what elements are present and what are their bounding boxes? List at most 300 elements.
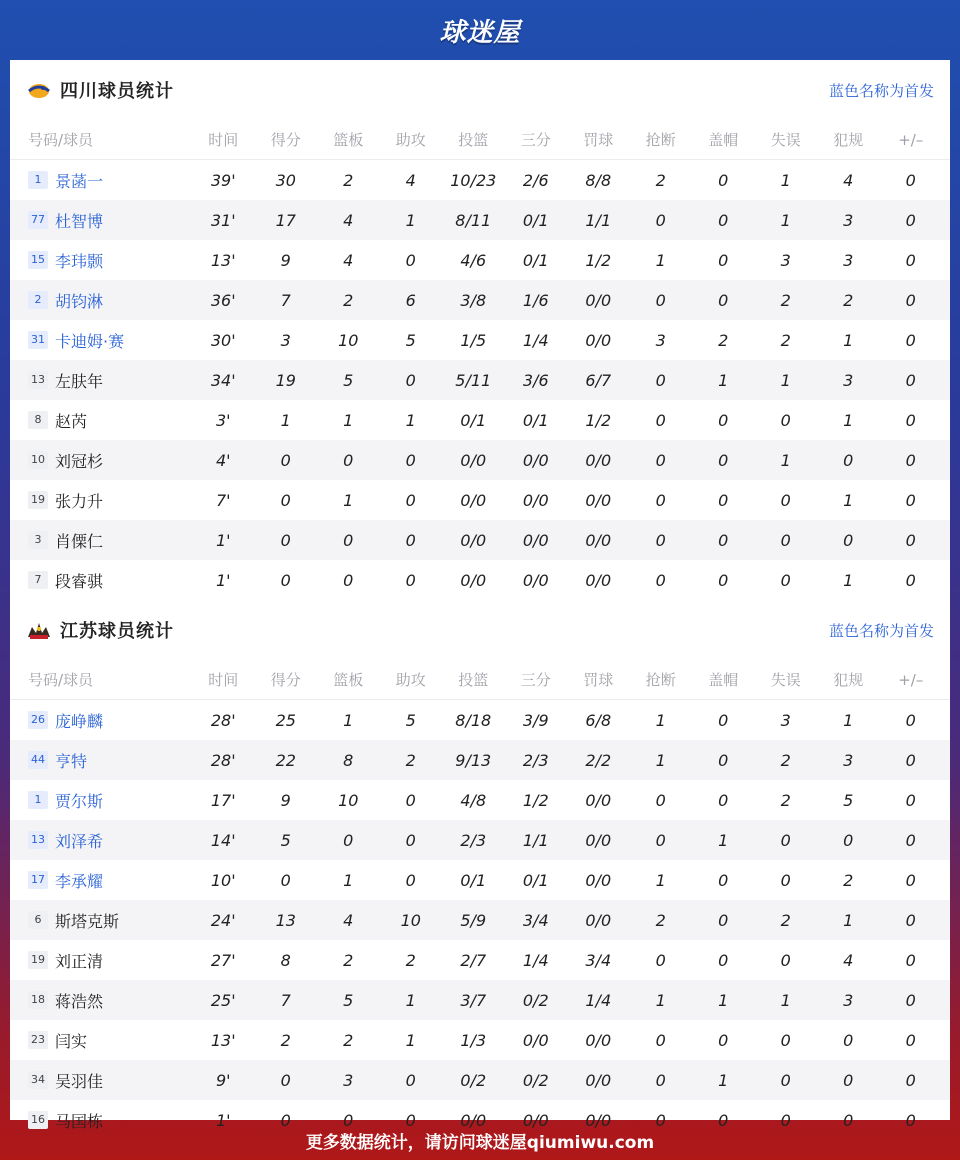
stat-cell: 2/3: [460, 830, 487, 850]
stat-cell: 0/0: [460, 490, 487, 510]
player-name[interactable]: 刘泽希: [55, 831, 104, 851]
stat-cell: 1: [405, 210, 416, 230]
stat-cell: 6/7: [585, 370, 612, 390]
stat-cell: 30': [210, 330, 236, 350]
stat-cell: 1/4: [522, 330, 549, 350]
stat-cell: 2: [843, 870, 854, 890]
stat-cell: 2: [655, 170, 666, 190]
stat-cell: 3/4: [522, 910, 549, 930]
stat-cell: 0: [905, 870, 916, 890]
table-row: [10, 280, 950, 320]
jersey-number-badge: 1: [28, 171, 48, 189]
stat-cell: 0: [780, 570, 791, 590]
column-header: 投篮: [458, 671, 489, 689]
stat-cell: 3: [843, 750, 854, 770]
stat-cell: 0: [655, 370, 666, 390]
stat-cell: 0: [405, 1070, 416, 1090]
stat-cell: 0/1: [460, 410, 487, 430]
jersey-number-badge: 6: [28, 911, 48, 929]
stat-cell: 0/0: [585, 450, 612, 470]
stat-cell: 1/2: [522, 790, 549, 810]
stat-cell: 0: [718, 250, 729, 270]
column-header: 失误: [770, 671, 801, 689]
stat-cell: 1: [718, 830, 729, 850]
stat-cell: 2/2: [585, 750, 612, 770]
player-name: 刘冠杉: [55, 451, 104, 471]
stat-cell: 0: [780, 490, 791, 510]
stat-cell: 0: [655, 950, 666, 970]
stat-cell: 0: [718, 790, 729, 810]
player-cell: [10, 949, 192, 972]
stat-cell: 10': [210, 870, 236, 890]
stat-cell: 39': [210, 170, 236, 190]
stat-cell: 1: [843, 910, 854, 930]
stat-cell: 0: [843, 450, 854, 470]
table-row: [10, 700, 950, 740]
column-header: 罚球: [583, 671, 614, 689]
stat-cell: 0: [905, 250, 916, 270]
stat-cell: 1: [655, 870, 666, 890]
stat-cell: 0: [718, 490, 729, 510]
jersey-number-badge: 13: [28, 371, 48, 389]
stat-cell: 0: [405, 790, 416, 810]
stat-cell: 5: [280, 830, 291, 850]
stat-cell: 0: [905, 210, 916, 230]
stat-cell: 0: [343, 450, 354, 470]
stat-cell: 8: [343, 750, 354, 770]
stat-cell: 0/0: [585, 290, 612, 310]
stat-cell: 0/0: [522, 490, 549, 510]
jersey-number-badge: 26: [28, 711, 48, 729]
player-name: 闫实: [55, 1031, 88, 1051]
table-row: [10, 320, 950, 360]
jersey-number-badge: 19: [28, 951, 48, 969]
player-cell: [10, 369, 192, 392]
stat-cell: 8/11: [455, 210, 492, 230]
brand-logo: 球迷屋: [439, 17, 521, 48]
stat-cell: 28': [210, 750, 236, 770]
stat-cell: 6/8: [585, 710, 612, 730]
stat-cell: 5: [405, 330, 416, 350]
player-name[interactable]: 庞峥麟: [55, 711, 104, 731]
stat-cell: 0: [780, 530, 791, 550]
stat-cell: 0: [905, 490, 916, 510]
stat-cell: 1: [405, 990, 416, 1010]
stat-cell: 1: [655, 990, 666, 1010]
column-header: 犯规: [833, 131, 864, 149]
stat-cell: 1/5: [460, 330, 487, 350]
stat-cell: 0: [405, 1110, 416, 1130]
stat-cell: 0: [405, 370, 416, 390]
stat-cell: 1/1: [585, 210, 612, 230]
stat-cell: 0: [655, 1110, 666, 1130]
stat-cell: 0: [905, 570, 916, 590]
jersey-number-badge: 10: [28, 451, 48, 469]
player-name[interactable]: 李玮颢: [55, 251, 104, 271]
player-cell: [10, 409, 192, 432]
stat-cell: 7: [280, 990, 291, 1010]
stat-cell: 4: [843, 170, 854, 190]
jersey-number-badge: 7: [28, 571, 48, 589]
stat-cell: 1: [343, 710, 354, 730]
stat-cell: 4: [405, 170, 416, 190]
stat-cell: 0: [405, 870, 416, 890]
stat-cell: 0: [718, 530, 729, 550]
stat-cell: 1: [843, 570, 854, 590]
stat-cell: 34': [210, 370, 236, 390]
stat-cell: 1: [343, 410, 354, 430]
stat-cell: 1/4: [522, 950, 549, 970]
stat-cell: 17': [210, 790, 236, 810]
stat-cell: 0/1: [522, 870, 549, 890]
stat-cell: 0/2: [522, 990, 549, 1010]
player-cell: [10, 989, 192, 1012]
stat-cell: 0: [780, 1070, 791, 1090]
table-row: [10, 160, 950, 200]
stat-cell: 5: [405, 710, 416, 730]
column-header: 得分: [270, 131, 301, 149]
stat-cell: 30: [275, 170, 296, 190]
jersey-number-badge: 17: [28, 871, 48, 889]
player-cell: [10, 749, 192, 772]
stat-cell: 0: [780, 1030, 791, 1050]
stat-cell: 2: [843, 290, 854, 310]
stat-cell: 0/1: [522, 250, 549, 270]
stat-cell: 0/0: [522, 570, 549, 590]
stat-cell: 5: [343, 370, 354, 390]
stat-cell: 17: [275, 210, 296, 230]
stat-cell: 1: [843, 490, 854, 510]
stat-cell: 0/0: [585, 1030, 612, 1050]
stat-cell: 10/23: [450, 170, 497, 190]
stat-cell: 0: [905, 990, 916, 1010]
stat-cell: 2: [405, 750, 416, 770]
stat-cell: 0/0: [585, 830, 612, 850]
stat-cell: 3: [655, 330, 666, 350]
stat-cell: 0: [905, 370, 916, 390]
stat-cell: 0: [718, 450, 729, 470]
stat-cell: 1: [655, 250, 666, 270]
stat-cell: 0: [405, 530, 416, 550]
stat-cell: 8/8: [585, 170, 612, 190]
jersey-number-badge: 77: [28, 211, 48, 229]
stat-cell: 0: [905, 1030, 916, 1050]
stat-cell: 1: [655, 750, 666, 770]
stat-cell: 0: [280, 570, 291, 590]
table-row: [10, 740, 950, 780]
column-header: 投篮: [458, 131, 489, 149]
stat-cell: 0: [655, 570, 666, 590]
table-row: [10, 940, 950, 980]
stat-cell: 1': [215, 1110, 231, 1130]
stat-cell: 10: [400, 910, 421, 930]
stat-cell: 0: [718, 170, 729, 190]
stat-cell: 0: [655, 490, 666, 510]
player-cell: [10, 789, 192, 812]
stat-cell: 0/2: [522, 1070, 549, 1090]
stat-cell: 0/0: [460, 1110, 487, 1130]
stat-cell: 1: [280, 410, 291, 430]
stat-cell: 2: [280, 1030, 291, 1050]
stat-cell: 0: [655, 450, 666, 470]
stat-cell: 2/3: [522, 750, 549, 770]
starter-note: 蓝色名称为首发: [828, 621, 934, 640]
jersey-number-badge: 3: [28, 531, 48, 549]
column-header: 篮板: [333, 131, 364, 149]
jersey-number-badge: 16: [28, 1111, 48, 1129]
stat-cell: 0: [780, 1110, 791, 1130]
column-header: 得分: [270, 671, 301, 689]
stat-cell: 4: [343, 250, 354, 270]
footer-text[interactable]: 更多数据统计，请访问球迷屋qiumiwu.com: [305, 1132, 655, 1153]
table-row: [10, 360, 950, 400]
stat-cell: 0/1: [460, 870, 487, 890]
stat-cell: 7: [280, 290, 291, 310]
stat-cell: 1: [843, 410, 854, 430]
jersey-number-badge: 13: [28, 831, 48, 849]
player-name[interactable]: 杜智博: [55, 211, 104, 231]
stat-cell: 19: [275, 370, 296, 390]
stat-cell: 2/6: [522, 170, 549, 190]
stat-cell: 0/1: [522, 410, 549, 430]
column-header-player: 号码/球员: [28, 671, 94, 689]
column-header: 罚球: [583, 131, 614, 149]
jersey-number-badge: 15: [28, 251, 48, 269]
team-section-jiangsu: [10, 600, 950, 1140]
player-name[interactable]: 李承耀: [55, 871, 104, 891]
player-cell: [10, 829, 192, 852]
stat-cell: 0: [843, 1110, 854, 1130]
stat-cell: 1/3: [460, 1030, 487, 1050]
stat-cell: 0/0: [585, 910, 612, 930]
stat-cell: 0: [655, 210, 666, 230]
table-row: [10, 560, 950, 600]
stat-cell: 13': [210, 250, 236, 270]
stat-cell: 0: [343, 530, 354, 550]
stat-cell: 1: [405, 1030, 416, 1050]
stat-cell: 27': [210, 950, 236, 970]
player-cell: [10, 1069, 192, 1092]
section-title: 江苏球员统计: [60, 621, 174, 642]
table-row: [10, 820, 950, 860]
stat-cell: 28': [210, 710, 236, 730]
stat-cell: 2: [780, 290, 791, 310]
stat-cell: 3/8: [460, 290, 487, 310]
stat-cell: 0: [843, 830, 854, 850]
stats-table: [10, 120, 950, 600]
column-header: 抢断: [645, 671, 676, 689]
footer-banner[interactable]: [0, 1120, 960, 1160]
stat-cell: 13': [210, 1030, 236, 1050]
stat-cell: 0: [280, 530, 291, 550]
stat-cell: 0/0: [585, 1070, 612, 1090]
player-cell: [10, 909, 192, 932]
stat-cell: 9: [280, 250, 291, 270]
table-row: [10, 980, 950, 1020]
stat-cell: 8: [280, 950, 291, 970]
stat-cell: 0: [843, 1030, 854, 1050]
table-row: [10, 860, 950, 900]
stat-cell: 0/2: [460, 1070, 487, 1090]
column-header: 三分: [520, 671, 551, 689]
stat-cell: 0/0: [522, 1030, 549, 1050]
player-name[interactable]: 景菡一: [55, 171, 104, 191]
stat-cell: 1: [780, 170, 791, 190]
stat-cell: 0: [718, 750, 729, 770]
player-cell: [10, 569, 192, 592]
player-cell: [10, 529, 192, 552]
stat-cell: 5: [843, 790, 854, 810]
player-name: 左肤年: [55, 371, 104, 391]
jersey-number-badge: 1: [28, 791, 48, 809]
stat-cell: 1: [780, 450, 791, 470]
stat-cell: 0/0: [460, 530, 487, 550]
column-header: 时间: [208, 671, 239, 689]
stat-cell: 4: [343, 210, 354, 230]
column-header: 时间: [208, 131, 239, 149]
stat-cell: 0: [718, 950, 729, 970]
column-header: +/–: [898, 670, 924, 689]
stat-cell: 3: [780, 250, 791, 270]
stat-cell: 1: [405, 410, 416, 430]
player-cell: [10, 329, 192, 352]
stat-cell: 0: [780, 870, 791, 890]
table-row: [10, 440, 950, 480]
jersey-number-badge: 31: [28, 331, 48, 349]
stat-cell: 0: [905, 710, 916, 730]
stat-cell: 4/6: [460, 250, 487, 270]
sichuan-team-logo-icon: [26, 79, 52, 101]
stat-cell: 10: [338, 330, 359, 350]
jersey-number-badge: 18: [28, 991, 48, 1009]
section-header: [10, 60, 950, 120]
stat-cell: 3: [343, 1070, 354, 1090]
player-name[interactable]: 贾尔斯: [55, 791, 104, 811]
stat-cell: 0: [405, 250, 416, 270]
stat-cell: 0: [343, 570, 354, 590]
stat-cell: 31': [210, 210, 236, 230]
stat-cell: 2: [780, 330, 791, 350]
stat-cell: 1': [215, 530, 231, 550]
stat-cell: 0: [343, 1110, 354, 1130]
player-cell: [10, 709, 192, 732]
stat-cell: 0: [405, 570, 416, 590]
stat-cell: 0: [280, 450, 291, 470]
player-name[interactable]: 亨特: [55, 751, 88, 771]
jersey-number-badge: 19: [28, 491, 48, 509]
stat-cell: 7': [215, 490, 231, 510]
stat-cell: 2: [343, 950, 354, 970]
stat-cell: 5/9: [460, 910, 487, 930]
table-row: [10, 900, 950, 940]
stat-cell: 4: [343, 910, 354, 930]
stat-cell: 0: [905, 1070, 916, 1090]
stat-cell: 0: [655, 530, 666, 550]
player-name[interactable]: 胡钧淋: [55, 291, 104, 311]
stat-cell: 1/1: [522, 830, 549, 850]
column-header: 盖帽: [708, 131, 739, 149]
player-name: 刘正清: [55, 951, 104, 971]
stat-cell: 2: [405, 950, 416, 970]
table-row: [10, 1060, 950, 1100]
stat-cell: 0: [405, 830, 416, 850]
jiangsu-team-logo-icon: [26, 619, 52, 641]
stat-cell: 1/2: [585, 410, 612, 430]
player-cell: [10, 489, 192, 512]
stat-cell: 0: [405, 450, 416, 470]
stat-cell: 2: [343, 170, 354, 190]
stat-cell: 0: [718, 290, 729, 310]
stat-cell: 0: [843, 1070, 854, 1090]
stat-cell: 0: [905, 950, 916, 970]
stat-cell: 0/0: [585, 1110, 612, 1130]
stat-cell: 13: [275, 910, 296, 930]
stat-cell: 1/4: [585, 990, 612, 1010]
stat-cell: 1: [343, 870, 354, 890]
stat-cell: 3: [843, 250, 854, 270]
stat-cell: 0/1: [522, 210, 549, 230]
stat-cell: 0: [905, 290, 916, 310]
stat-cell: 0: [905, 410, 916, 430]
column-header: 助攻: [395, 131, 426, 149]
jersey-number-badge: 23: [28, 1031, 48, 1049]
table-row: [10, 240, 950, 280]
stat-cell: 9: [280, 790, 291, 810]
column-header: 抢断: [645, 131, 676, 149]
column-header: +/–: [898, 130, 924, 149]
stats-table: [10, 660, 950, 1140]
player-name: 张力升: [55, 491, 104, 511]
stat-cell: 0: [718, 910, 729, 930]
stat-cell: 0: [718, 870, 729, 890]
column-header: 助攻: [395, 671, 426, 689]
player-cell: [10, 169, 192, 192]
stat-cell: 1: [718, 1070, 729, 1090]
jersey-number-badge: 34: [28, 1071, 48, 1089]
stat-cell: 0: [343, 830, 354, 850]
stat-cell: 8/18: [455, 710, 492, 730]
table-header-row: [10, 120, 950, 160]
stat-cell: 1: [780, 210, 791, 230]
stat-cell: 0: [718, 1110, 729, 1130]
table-row: [10, 400, 950, 440]
stat-cell: 0: [655, 1030, 666, 1050]
column-header: 失误: [770, 131, 801, 149]
stat-cell: 5/11: [455, 370, 492, 390]
stat-cell: 0/0: [522, 530, 549, 550]
stat-cell: 22: [275, 750, 296, 770]
stat-cell: 10: [338, 790, 359, 810]
stat-cell: 0: [280, 1070, 291, 1090]
player-name[interactable]: 卡迪姆·赛: [55, 331, 125, 351]
section-header: [10, 600, 950, 660]
player-cell: [10, 289, 192, 312]
stat-cell: 1: [780, 990, 791, 1010]
player-cell: [10, 869, 192, 892]
stat-cell: 0: [655, 290, 666, 310]
column-header: 犯规: [833, 671, 864, 689]
stat-cell: 1/2: [585, 250, 612, 270]
stat-cell: 9/13: [455, 750, 492, 770]
stat-cell: 0: [905, 750, 916, 770]
stat-cell: 0: [718, 210, 729, 230]
stat-cell: 3/6: [522, 370, 549, 390]
stat-cell: 0: [280, 490, 291, 510]
stat-cell: 0/0: [585, 490, 612, 510]
player-name: 肖傈仁: [55, 531, 104, 551]
table-row: [10, 1020, 950, 1060]
stat-cell: 1': [215, 570, 231, 590]
